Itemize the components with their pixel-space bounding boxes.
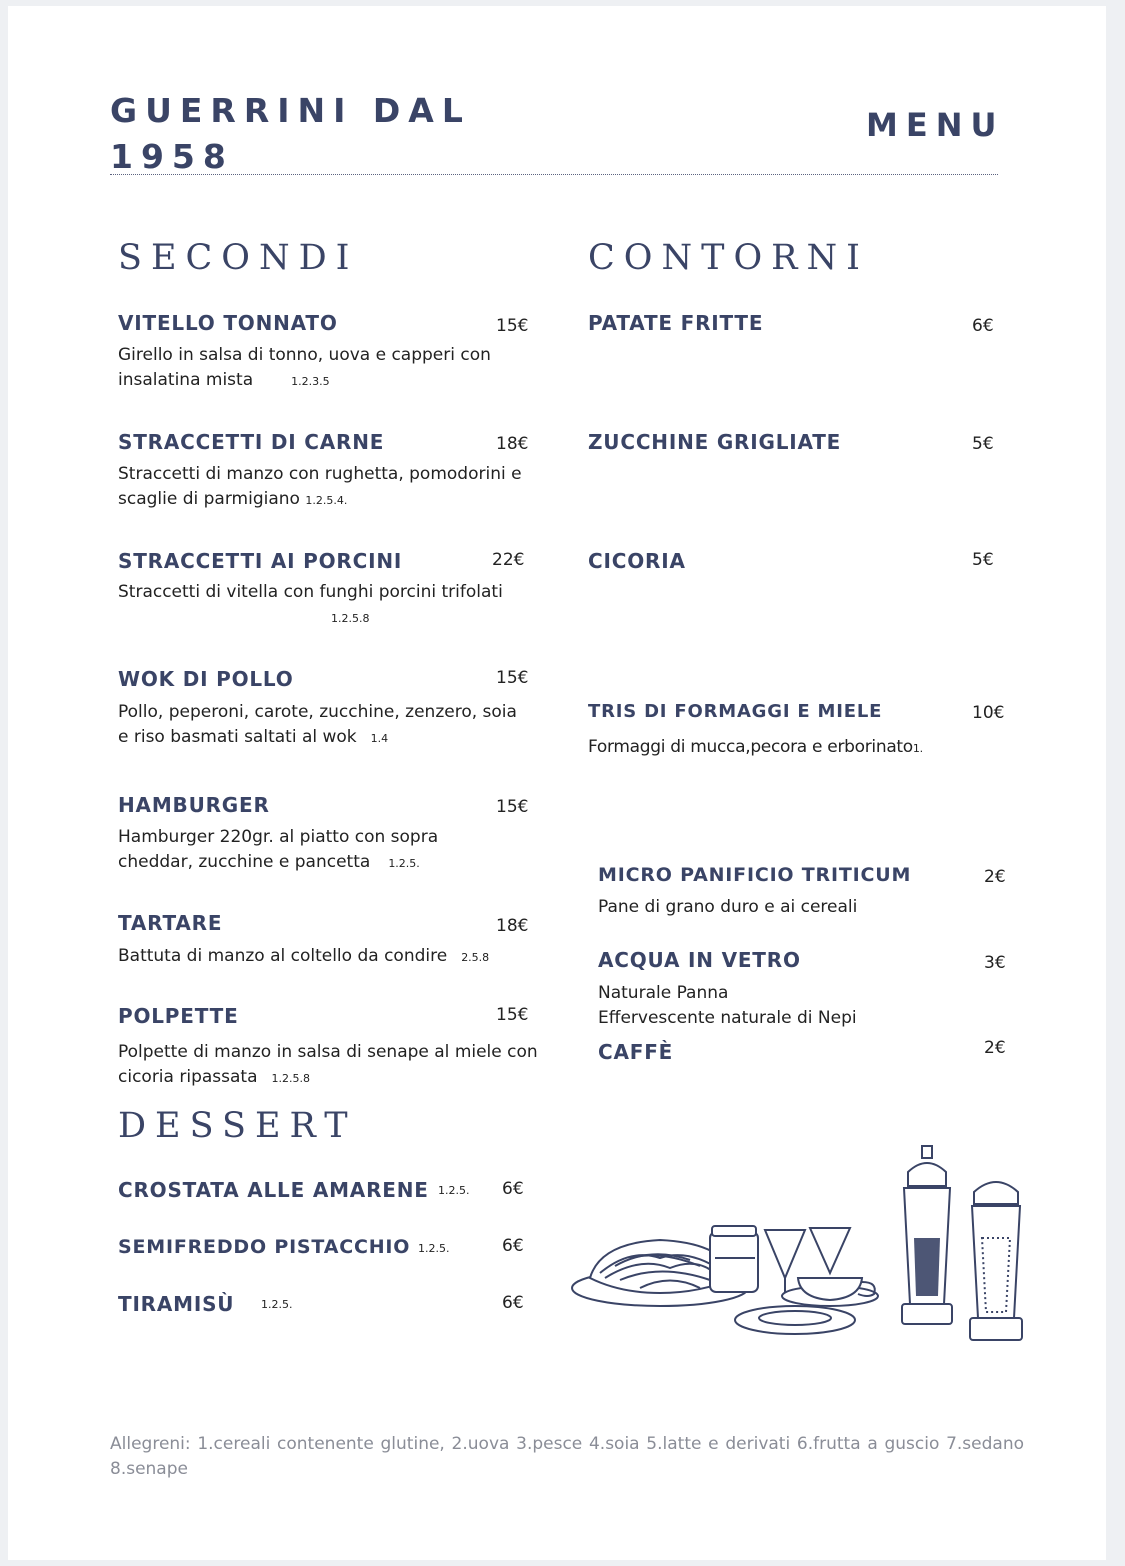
item-name: ZUCCHINE GRIGLIATE (588, 430, 842, 454)
item-price: 6€ (502, 1179, 524, 1199)
item-name: HAMBURGER (118, 793, 270, 817)
section-title-secondi: SECONDI (118, 238, 359, 278)
item-price: 2€ (984, 1038, 1006, 1058)
item-price: 15€ (496, 797, 529, 817)
item-description: Straccetti di manzo con rughetta, pomodorini e scaglie di parmigiano 1.2.5.4. (118, 464, 522, 509)
item-name: TARTARE (118, 911, 223, 935)
item-description: Formaggi di mucca,pecora e erborinato1. (588, 737, 923, 757)
item-name: WOK DI POLLO (118, 667, 294, 691)
item-price: 15€ (496, 1005, 529, 1025)
item-price: 6€ (502, 1293, 524, 1313)
item-allergens: 1.2.5. (438, 1184, 470, 1197)
item-price: 5€ (972, 434, 994, 454)
item-price: 18€ (496, 434, 529, 454)
item-allergens: 2.5.8 (461, 951, 490, 964)
item-description: Pollo, peperoni, carote, zucchine, zenzero, soia e riso basmati saltati al wok 1.4 (118, 702, 517, 747)
item-price: 18€ (496, 916, 529, 936)
item-name: PATATE FRITTE (588, 311, 764, 335)
section-title-dessert: DESSERT (118, 1106, 357, 1146)
item-allergens: 1.2.5.8 (271, 1072, 310, 1085)
item-price: 15€ (496, 316, 529, 336)
restaurant-name: GUERRINI DAL 1958 (110, 91, 471, 176)
item-name: TIRAMISÙ (118, 1292, 235, 1316)
item-allergens: 1.2.5.8 (331, 612, 370, 625)
item-price: 5€ (972, 550, 994, 570)
header-divider (110, 174, 998, 175)
item-allergens: 1. (912, 742, 923, 755)
item-name: MICRO PANIFICIO TRITICUM (598, 864, 912, 886)
tableware-illustration (560, 1128, 1040, 1358)
item-name: CICORIA (588, 549, 686, 573)
item-price: 15€ (496, 668, 529, 688)
item-name: TRIS DI FORMAGGI E MIELE (588, 701, 883, 722)
item-name: STRACCETTI DI CARNE (118, 430, 385, 454)
item-description: Effervescente naturale di Nepi (598, 1008, 857, 1028)
item-price: 2€ (984, 867, 1006, 887)
item-description: Battuta di manzo al coltello da condire 2.5.8 (118, 946, 490, 966)
allergens-note: Allegreni: 1.cereali contenente glutine, 2.uova 3.pesce 4.soia 5.latte e derivati 6.frutta a guscio 7.sedano 8.senape (110, 1434, 1024, 1479)
item-allergens: 1.2.5. (418, 1242, 450, 1255)
item-name: CAFFÈ (598, 1040, 674, 1064)
item-allergens: 1.2.3.5 (291, 375, 330, 388)
item-allergens: 1.2.5.4. (305, 494, 348, 507)
item-price: 10€ (972, 703, 1005, 723)
item-name: SEMIFREDDO PISTACCHIO (118, 1236, 411, 1258)
item-description: Straccetti di vitella con funghi porcini trifolati (118, 582, 503, 602)
item-name: ACQUA IN VETRO (598, 948, 801, 972)
item-name: CROSTATA ALLE AMARENE (118, 1178, 429, 1202)
menu-label: MENU (866, 106, 1005, 144)
item-price: 6€ (502, 1236, 524, 1256)
section-title-contorni: CONTORNI (588, 238, 869, 278)
item-name: STRACCETTI AI PORCINI (118, 549, 403, 573)
item-allergens: 1.2.5. (388, 857, 420, 870)
item-name: VITELLO TONNATO (118, 311, 338, 335)
item-price: 6€ (972, 316, 994, 336)
item-description: Girello in salsa di tonno, uova e capperi con insalatina mista 1.2.3.5 (118, 345, 491, 390)
item-allergens: 1.2.5. (261, 1298, 293, 1311)
item-price: 22€ (492, 550, 525, 570)
item-name: POLPETTE (118, 1004, 239, 1028)
item-price: 3€ (984, 953, 1006, 973)
item-description: Naturale Panna (598, 983, 729, 1003)
item-allergens: 1.4 (370, 732, 389, 745)
item-description: Pane di grano duro e ai cereali (598, 897, 858, 917)
item-description: Hamburger 220gr. al piatto con sopra cheddar, zucchine e pancetta 1.2.5. (118, 827, 439, 872)
item-description: Polpette di manzo in salsa di senape al miele con cicoria ripassata 1.2.5.8 (118, 1042, 538, 1087)
